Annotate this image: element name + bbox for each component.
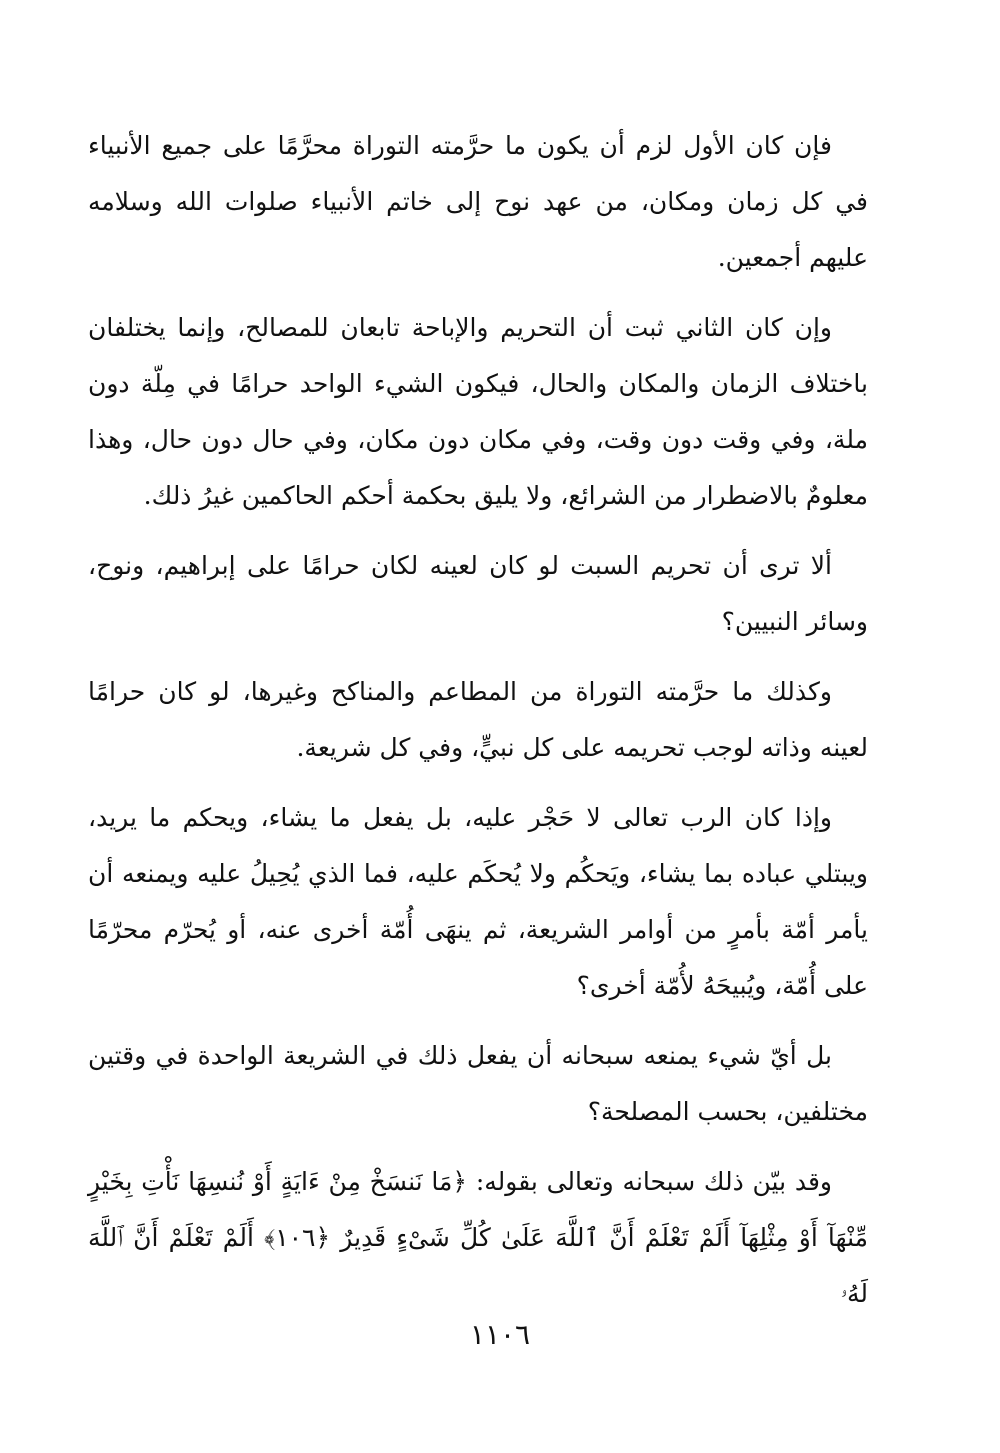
- page-number: ١١٠٦: [469, 1318, 531, 1351]
- paragraph-6: بل أيّ شيء يمنعه سبحانه أن يفعل ذلك في الشريعة الواحدة في وقتين مختلفين، بحسب المصلحة؟: [88, 1041, 868, 1126]
- paragraph-5: وإذا كان الرب تعالى لا حَجْر عليه، بل يفعل ما يشاء، ويحكم ما يريد، ويبتلي عباده بما يشاء، ويَحكُم ولا يُحكَم عليه، فما الذي يُحِيلُ عليه ويمنعه أن يأمر أمّة بأمرٍ من أوامر الشريعة، ثم ينهَى أُمّة أخرى عنه، أو يُحرّم محرّمًا على أُمّة، ويُبيحَهُ لأُمّة أخرى؟: [88, 803, 868, 1000]
- paragraph-3: ألا ترى أن تحريم السبت لو كان لعينه لكان حرامًا على إبراهيم، ونوح، وسائر النبيين؟: [88, 551, 868, 636]
- page-body: [88, 118, 868, 1336]
- paragraph-7-quran-quote: وقد بيّن ذلك سبحانه وتعالى بقوله: ﴿مَا نَنسَخْ مِنْ ءَايَةٍ أَوْ نُنسِهَا نَأْتِ بِخَيْرٍ مِّنْهَآ أَوْ مِثْلِهَآ أَلَمْ تَعْلَمْ أَنَّ ٱللَّهَ عَلَىٰ كُلِّ شَىْءٍ قَدِيرٌ ﴿١٠٦﴾ أَلَمْ تَعْلَمْ أَنَّ ٱللَّهَ لَهُۥ: [88, 1167, 869, 1308]
- paragraph-4: وكذلك ما حرَّمته التوراة من المطاعم والمناكح وغيرها، لو كان حرامًا لعينه وذاته لوجب تحريمه على كل نبيٍّ، وفي كل شريعة.: [88, 677, 868, 762]
- paragraph-2: وإن كان الثاني ثبت أن التحريم والإباحة تابعان للمصالح، وإنما يختلفان باختلاف الزمان والمكان والحال، فيكون الشيء الواحد حرامًا في مِلّة دون ملة، وفي وقت دون وقت، وفي مكان دون مكان، وفي حال دون حال، وهذا معلومٌ بالاضطرار من الشرائع، ولا يليق بحكمة أحكم الحاكمين غيرُ ذلك.: [88, 313, 868, 510]
- paragraph-1: فإن كان الأول لزم أن يكون ما حرَّمته التوراة محرَّمًا على جميع الأنبياء في كل زمان ومكان، من عهد نوح إلى خاتم الأنبياء صلوات الله وسلامه عليهم أجمعين.: [88, 131, 868, 272]
